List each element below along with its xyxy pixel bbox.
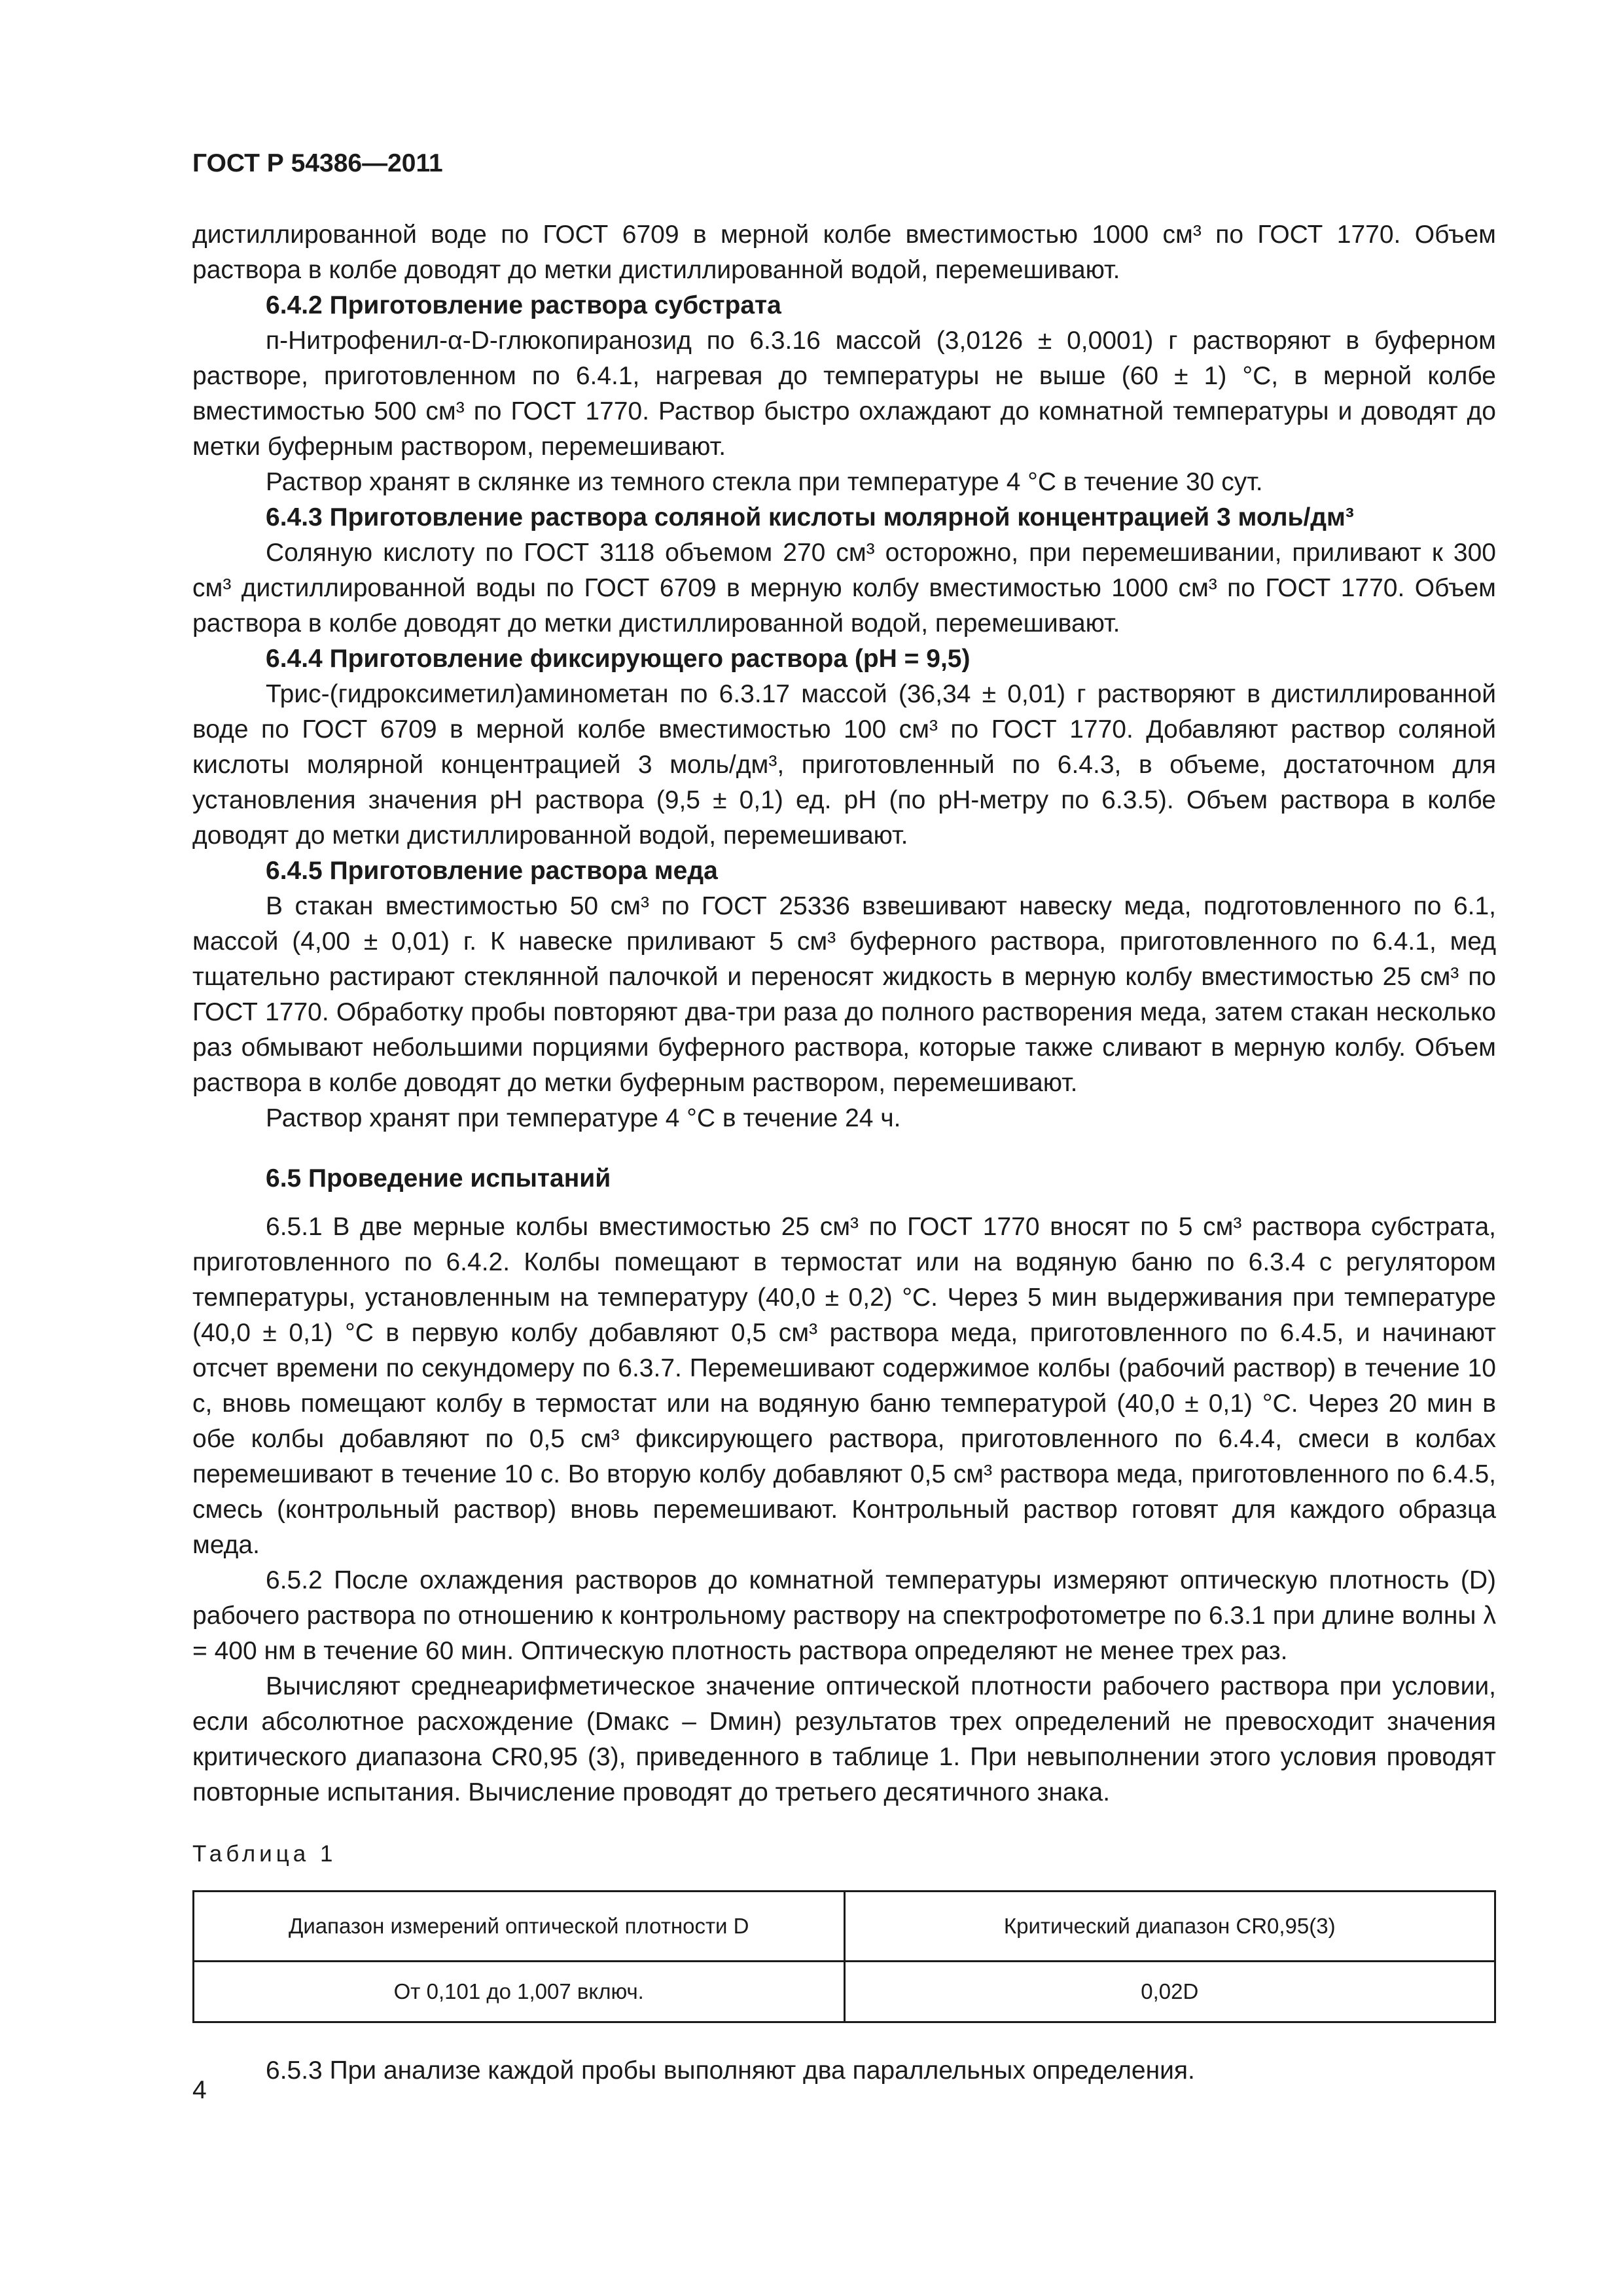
page-body bbox=[192, 217, 1496, 2089]
page-number: 4 bbox=[192, 2076, 207, 2104]
paragraph-continued: дистиллированной воде по ГОСТ 6709 в мерной колбе вместимостью 1000 см³ по ГОСТ 1770. Объем раствора в колбе доводят до метки дистиллированной водой, перемешивают. bbox=[192, 221, 1496, 284]
paragraph-6-4-5-a: В стакан вместимостью 50 см³ по ГОСТ 25336 взвешивают навеску меда, подготовленного по 6.1, массой (4,00 ± 0,01) г. К навеске приливают 5 см³ буферного раствора, приготовленного по 6.4.1, мед тщательно растирают стеклянной палочкой и переносят жидкость в мерную колбу вместимостью 25 см³ по ГОСТ 1770. Обработку пробы повторяют два-три раза до полного растворения меда, затем стакан несколько раз обмывают небольшими порциями буферного раствора, которые также сливают в мерную колбу. Объем раствора в колбе доводят до метки буферным раствором, перемешивают. bbox=[192, 892, 1496, 1097]
paragraph-6-4-4: Трис-(гидроксиметил)аминометан по 6.3.17 массой (36,34 ± 0,01) г растворяют в дистиллированной воде по ГОСТ 6709 в мерной колбе вместимостью 100 см³ по ГОСТ 1770. Добавляют раствор соляной кислоты молярной концентрацией 3 моль/дм³, приготовленный по 6.4.3, в объеме, достаточном для установления значения рН раствора (9,5 ± 0,1) ед. рН (по рН-метру по 6.3.5). Объем раствора в колбе доводят до метки дистиллированной водой, перемешивают. bbox=[192, 680, 1496, 850]
paragraph-6-4-3: Соляную кислоту по ГОСТ 3118 объемом 270 см³ осторожно, при перемешивании, приливают к 300 см³ дистиллированной воды по ГОСТ 6709 в мерную колбу вместимостью 1000 см³ по ГОСТ 1770. Объем раствора в колбе доводят до метки дистиллированной водой, перемешивают. bbox=[192, 539, 1496, 637]
table-caption: Таблица 1 bbox=[192, 1841, 337, 1867]
table-header-row bbox=[194, 1892, 1495, 1962]
paragraph-6-4-2-b: Раствор хранят в склянке из темного стекла при температуре 4 °С в течение 30 сут. bbox=[266, 468, 1263, 496]
paragraph-6-5-2: 6.5.2 После охлаждения растворов до комнатной температуры измеряют оптическую плотность (D) рабочего раствора по отношению к контрольному раствору на спектрофотометре по 6.3.1 при длине волны λ = 400 нм в течение 60 мин. Оптическую плотность раствора определяют не менее трех раз. bbox=[192, 1566, 1496, 1665]
table-header-cell: Диапазон измерений оптической плотности D bbox=[194, 1892, 845, 1962]
table-1 bbox=[192, 1890, 1496, 2023]
heading-6-4-2: 6.4.2 Приготовление раствора субстрата bbox=[266, 291, 781, 319]
paragraph-6-5-3: 6.5.3 При анализе каждой пробы выполняют два параллельных определения. bbox=[266, 2056, 1195, 2085]
table-cell: 0,02D bbox=[844, 1962, 1495, 2022]
heading-6-4-5: 6.4.5 Приготовление раствора меда bbox=[266, 857, 718, 885]
heading-6-5: 6.5 Проведение испытаний bbox=[266, 1164, 611, 1193]
paragraph-6-5-1: 6.5.1 В две мерные колбы вместимостью 25 см³ по ГОСТ 1770 вносят по 5 см³ раствора субстрата, приготовленного по 6.4.2. Колбы помещают в термостат или на водяную баню по 6.3.4 с регулятором температуры, установленным на температуру (40,0 ± 0,2) °С. Через 5 мин выдерживания при температуре (40,0 ± 0,1) °С в первую колбу добавляют 0,5 см³ раствора меда, приготовленного по 6.4.5, и начинают отсчет времени по секундомеру по 6.3.7. Перемешивают содержимое колбы (рабочий раствор) в течение 10 с, вновь помещают колбу в термостат или на водяную баню температурой (40,0 ± 0,1) °С. Через 20 мин в обе колбы добавляют по 0,5 см³ фиксирующего раствора, приготовленного по 6.4.4, смеси в колбах перемешивают в течение 10 с. Во вторую колбу добавляют 0,5 см³ раствора меда, приготовленного по 6.4.5, смесь (контрольный раствор) вновь перемешивают. Контрольный раствор готовят для каждого образца меда. bbox=[192, 1213, 1496, 1559]
heading-6-4-3: 6.4.3 Приготовление раствора соляной кислоты молярной концентрацией 3 моль/дм³ bbox=[266, 503, 1354, 531]
heading-6-4-4: 6.4.4 Приготовление фиксирующего раствора (рН = 9,5) bbox=[266, 645, 971, 673]
table-header-cell: Критический диапазон CR0,95(3) bbox=[844, 1892, 1495, 1962]
paragraph-6-4-2-a: п-Нитрофенил-α-D-глюкопиранозид по 6.3.16 массой (3,0126 ± 0,0001) г растворяют в буферном растворе, приготовленном по 6.4.1, нагревая до температуры не выше (60 ± 1) °С, в мерной колбе вместимостью 500 см³ по ГОСТ 1770. Раствор быстро охлаждают до комнатной температуры и доводят до метки буферным раствором, перемешивают. bbox=[192, 327, 1496, 461]
document-header: ГОСТ Р 54386—2011 bbox=[192, 149, 443, 177]
paragraph-6-5-2-b: Вычисляют среднеарифметическое значение оптической плотности рабочего раствора при условии, если абсолютное расхождение (Dмакс – Dмин) результатов трех определений не превосходит значения критического диапазона CR0,95 (3), приведенного в таблице 1. При невыполнении этого условия проводят повторные испытания. Вычисление проводят до третьего десятичного знака. bbox=[192, 1672, 1496, 1806]
table-row bbox=[194, 1962, 1495, 2022]
paragraph-6-4-5-b: Раствор хранят при температуре 4 °С в течение 24 ч. bbox=[266, 1104, 901, 1132]
table-cell: От 0,101 до 1,007 включ. bbox=[194, 1962, 845, 2022]
